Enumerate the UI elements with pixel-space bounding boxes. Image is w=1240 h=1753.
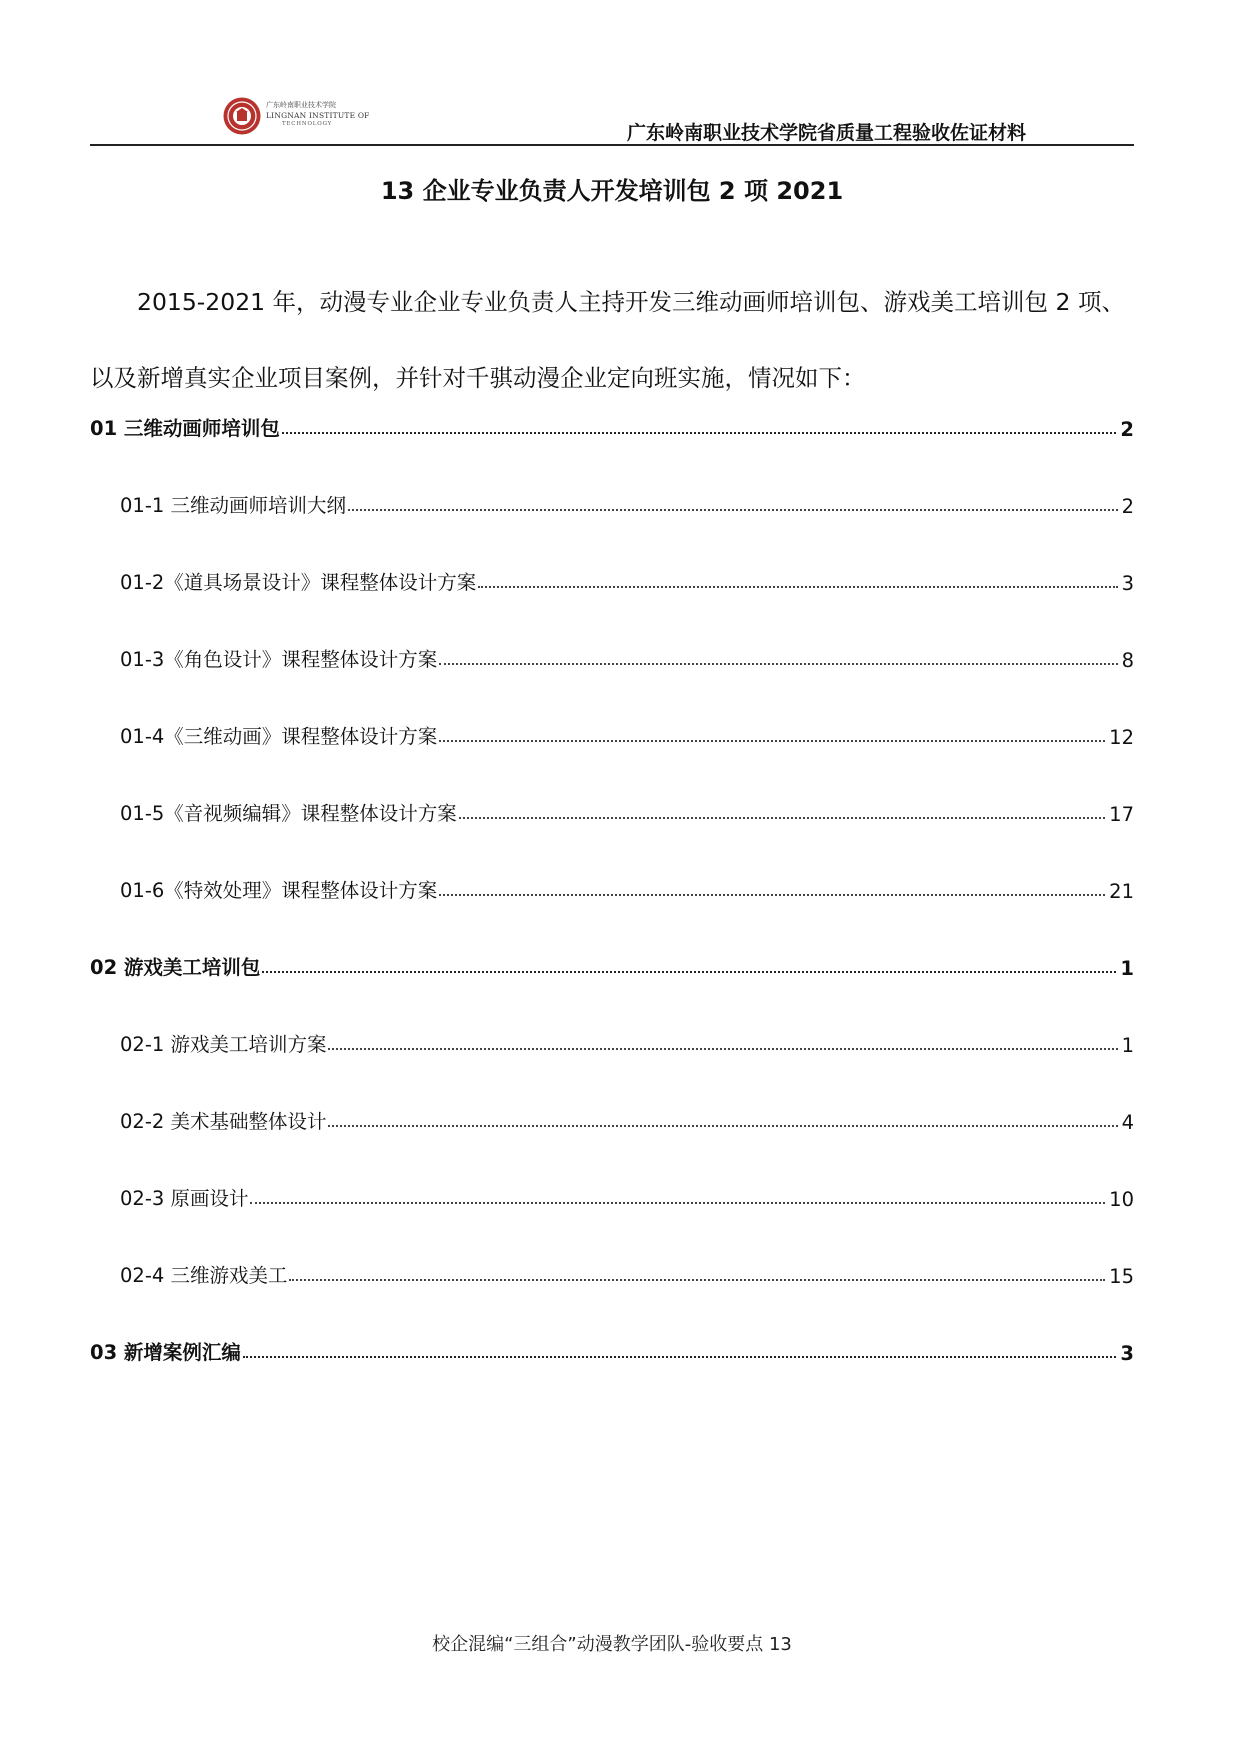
toc-page-number: 10 bbox=[1109, 1188, 1134, 1211]
toc-dot-leader bbox=[439, 740, 1105, 742]
toc-entry[interactable] bbox=[90, 1329, 1134, 1365]
toc-entry[interactable] bbox=[90, 713, 1134, 749]
toc-page-number: 12 bbox=[1109, 726, 1134, 749]
toc-page-number: 1 bbox=[1121, 1034, 1134, 1057]
toc-dot-leader bbox=[439, 894, 1105, 896]
toc-entry[interactable] bbox=[90, 1252, 1134, 1288]
toc-entry-label: 02-1 游戏美工培训方案 bbox=[120, 1033, 327, 1056]
logo-name-en-line2: TECHNOLOGY bbox=[282, 121, 333, 127]
toc-entry-label: 01 三维动画师培训包 bbox=[90, 417, 280, 440]
logo-name-en: LINGNAN INSTITUTE OF bbox=[266, 111, 370, 120]
toc-dot-leader bbox=[289, 1279, 1105, 1281]
toc-dot-leader bbox=[250, 1202, 1105, 1204]
toc-entry-label: 02 游戏美工培训包 bbox=[90, 956, 261, 979]
toc-entry[interactable] bbox=[90, 1021, 1134, 1057]
toc-page-number: 2 bbox=[1120, 418, 1134, 441]
toc-page-number: 21 bbox=[1109, 880, 1134, 903]
toc-entry[interactable] bbox=[90, 1175, 1134, 1211]
toc-page-number: 4 bbox=[1121, 1111, 1134, 1134]
logo-name-cn: 广东岭南职业技术学院 bbox=[266, 101, 336, 109]
toc-entry-label: 01-2《道具场景设计》课程整体设计方案 bbox=[120, 571, 477, 594]
toc-page-number: 1 bbox=[1120, 957, 1134, 980]
toc-entry-label: 01-3《角色设计》课程整体设计方案 bbox=[120, 648, 438, 671]
toc-entry-label: 01-1 三维动画师培训大纲 bbox=[120, 494, 346, 517]
toc-entry-label: 03 新增案例汇编 bbox=[90, 1341, 241, 1364]
toc-entry[interactable] bbox=[90, 405, 1134, 441]
toc-entry-label: 02-2 美术基础整体设计 bbox=[120, 1110, 327, 1133]
toc-dot-leader bbox=[282, 432, 1116, 434]
page-footer: 校企混编“三组合”动漫教学团队-验收要点 13 bbox=[432, 1634, 792, 1655]
toc-dot-leader bbox=[348, 509, 1118, 511]
toc-page-number: 2 bbox=[1121, 495, 1134, 518]
header-divider bbox=[90, 144, 1134, 146]
toc-entry[interactable] bbox=[90, 790, 1134, 826]
toc-page-number: 3 bbox=[1121, 572, 1134, 595]
toc-entry[interactable] bbox=[90, 636, 1134, 672]
toc-dot-leader bbox=[439, 663, 1117, 665]
toc-dot-leader bbox=[243, 1356, 1116, 1358]
toc-entry-label: 02-4 三维游戏美工 bbox=[120, 1264, 288, 1287]
toc-entry[interactable] bbox=[90, 482, 1134, 518]
document-title: 13 企业专业负责人开发培训包 2 项 2021 bbox=[380, 177, 844, 205]
toc-entry[interactable] bbox=[90, 1098, 1134, 1134]
toc-dot-leader bbox=[459, 817, 1105, 819]
header-title: 广东岭南职业技术学院省质量工程验收佐证材料 bbox=[626, 122, 1026, 144]
institute-logo bbox=[222, 96, 370, 140]
toc-entry-label: 01-6《特效处理》课程整体设计方案 bbox=[120, 879, 438, 902]
toc-dot-leader bbox=[478, 586, 1117, 588]
toc-page-number: 15 bbox=[1109, 1265, 1134, 1288]
toc-dot-leader bbox=[328, 1048, 1117, 1050]
toc-entry-label: 02-3 原画设计 bbox=[120, 1187, 249, 1210]
toc-page-number: 17 bbox=[1109, 803, 1134, 826]
toc-page-number: 8 bbox=[1121, 649, 1134, 672]
toc-entry[interactable] bbox=[90, 559, 1134, 595]
toc-entry[interactable] bbox=[90, 867, 1134, 903]
toc-dot-leader bbox=[262, 971, 1116, 973]
toc-entry-label: 01-5《音视频编辑》课程整体设计方案 bbox=[120, 802, 457, 825]
toc-dot-leader bbox=[328, 1125, 1117, 1127]
intro-paragraph: 2015-2021 年，动漫专业企业专业负责人主持开发三维动画师培训包、游戏美工培训包 2 项、以及新增真实企业项目案例，并针对千骐动漫企业定向班实施，情况如下： bbox=[90, 288, 1125, 392]
institute-seal-icon bbox=[222, 96, 262, 136]
toc-entry[interactable] bbox=[90, 944, 1134, 980]
toc-entry-label: 01-4《三维动画》课程整体设计方案 bbox=[120, 725, 438, 748]
toc-page-number: 3 bbox=[1120, 1342, 1134, 1365]
